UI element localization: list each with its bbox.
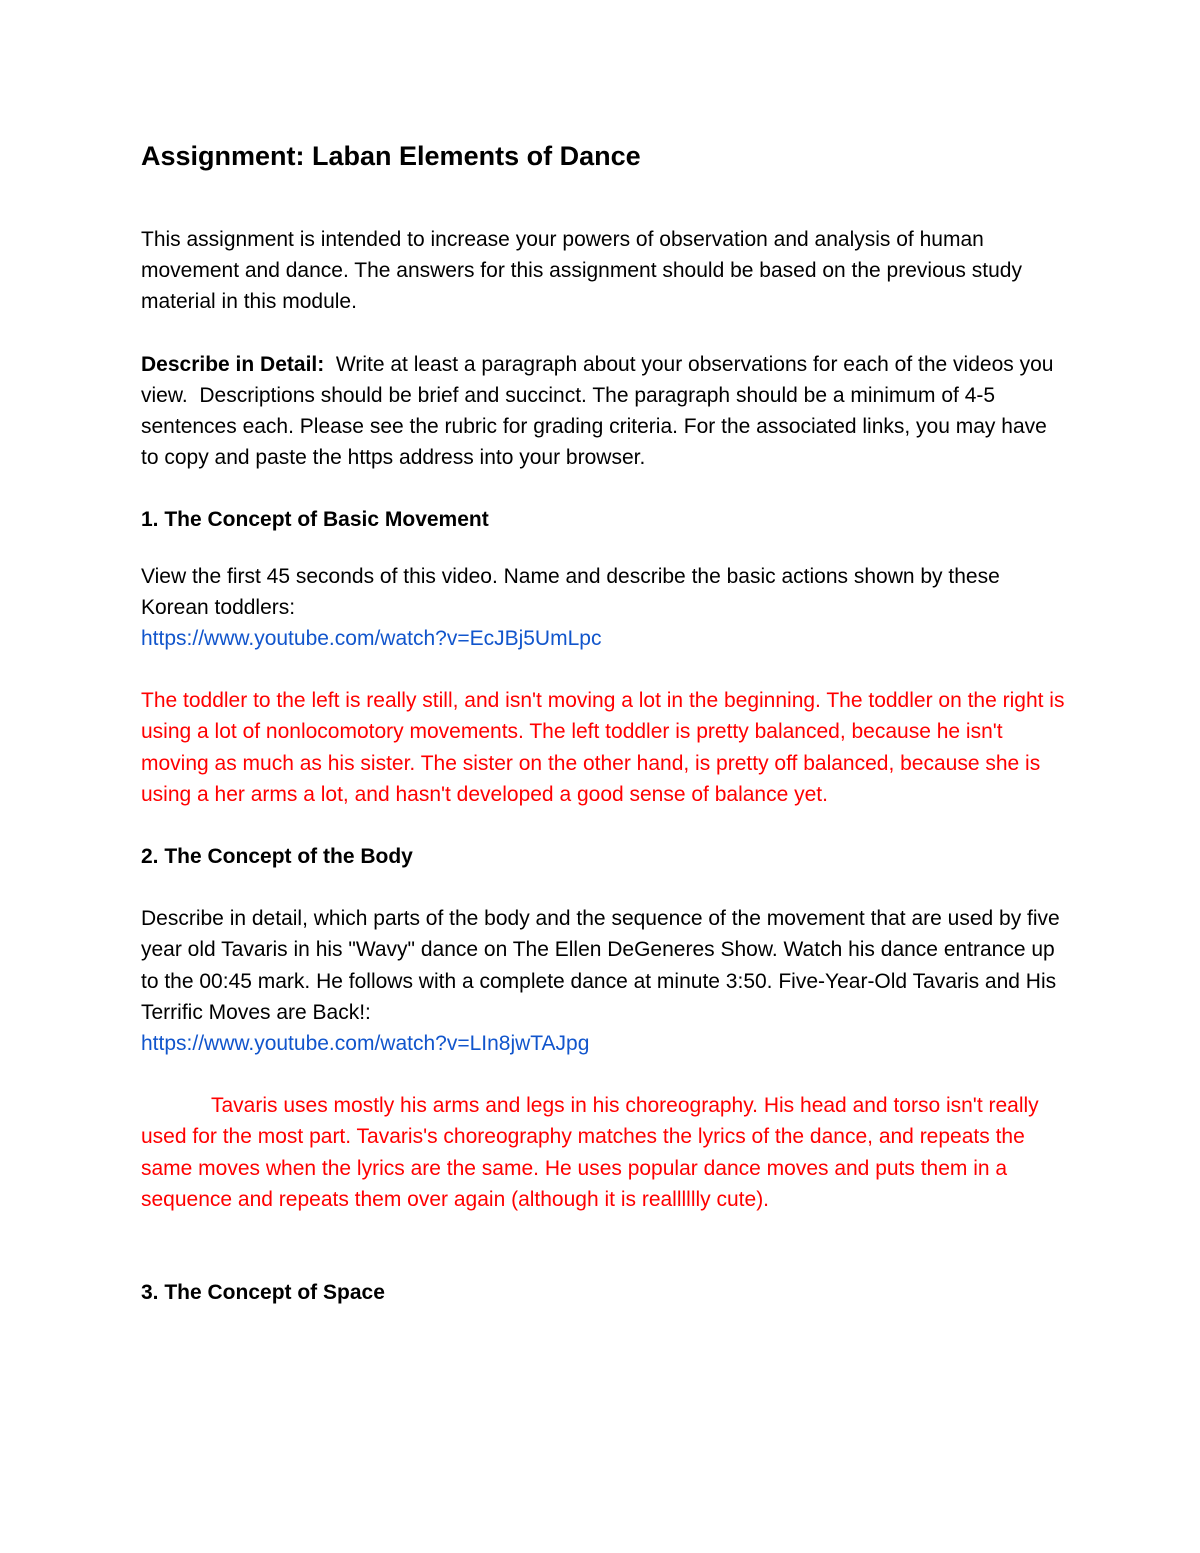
section-1-video-link[interactable]: https://www.youtube.com/watch?v=EcJBj5UmLpc — [141, 627, 602, 651]
document-page — [141, 138, 1066, 1308]
instructions-text: Write at least a paragraph about your observations for each of the videos you view. Descriptions should be brief and succinct. The paragraph should be a minimum of 4-5 sentences each. Please see the rubric for grading criteria. For the associated links, you may have to copy and paste the https address into your browser. — [141, 352, 1060, 470]
section-2-prompt — [141, 903, 1066, 1059]
section-1-heading: 1. The Concept of Basic Movement — [141, 508, 489, 532]
intro-paragraph: This assignment is intended to increase your powers of observation and analysis of human movement and dance. The answers for this assignment should be based on the previous study material in this module. — [141, 228, 1022, 314]
section-1-answer: The toddler to the left is really still, and isn't moving a lot in the beginning. The toddler on the right is using a lot of nonlocomotory movements. The left toddler is pretty balanced, because he isn't moving as much as his sister. The sister on the other hand, is pretty off balanced, because she is using a her arms a lot, and hasn't developed a good sense of balance yet. — [141, 689, 1065, 806]
instructions-label: Describe in Detail: — [141, 352, 325, 376]
section-2-heading: 2. The Concept of the Body — [141, 845, 413, 869]
section-1-prompt — [141, 561, 1066, 655]
section-2-prompt-text: Describe in detail, which parts of the body and the sequence of the movement that are used by five year old Tavaris in his "Wavy" dance on The Ellen DeGeneres Show. Watch his dance entrance up to the 00:45 mark. He follows with a complete dance at minute 3:50. Five-Year-Old Tavaris and His Terrific Moves are Back!: — [141, 907, 1060, 1024]
instructions-paragraph — [141, 349, 1066, 474]
section-3-heading: 3. The Concept of Space — [141, 1281, 385, 1305]
section-2-video-link[interactable]: https://www.youtube.com/watch?v=LIn8jwTAJpg — [141, 1032, 590, 1056]
section-2-answer: Tavaris uses mostly his arms and legs in his choreography. His head and torso isn't really used for the most part. Tavaris's choreography matches the lyrics of the dance, and repeats the same moves when the lyrics are the same. He uses popular dance moves and puts them in a sequence and repeats them over again (although it is realllllly cute). — [141, 1094, 1039, 1211]
document-title: Assignment: Laban Elements of Dance — [141, 141, 641, 171]
section-1-prompt-text: View the first 45 seconds of this video. Name and describe the basic actions shown by these Korean toddlers: — [141, 564, 1000, 619]
